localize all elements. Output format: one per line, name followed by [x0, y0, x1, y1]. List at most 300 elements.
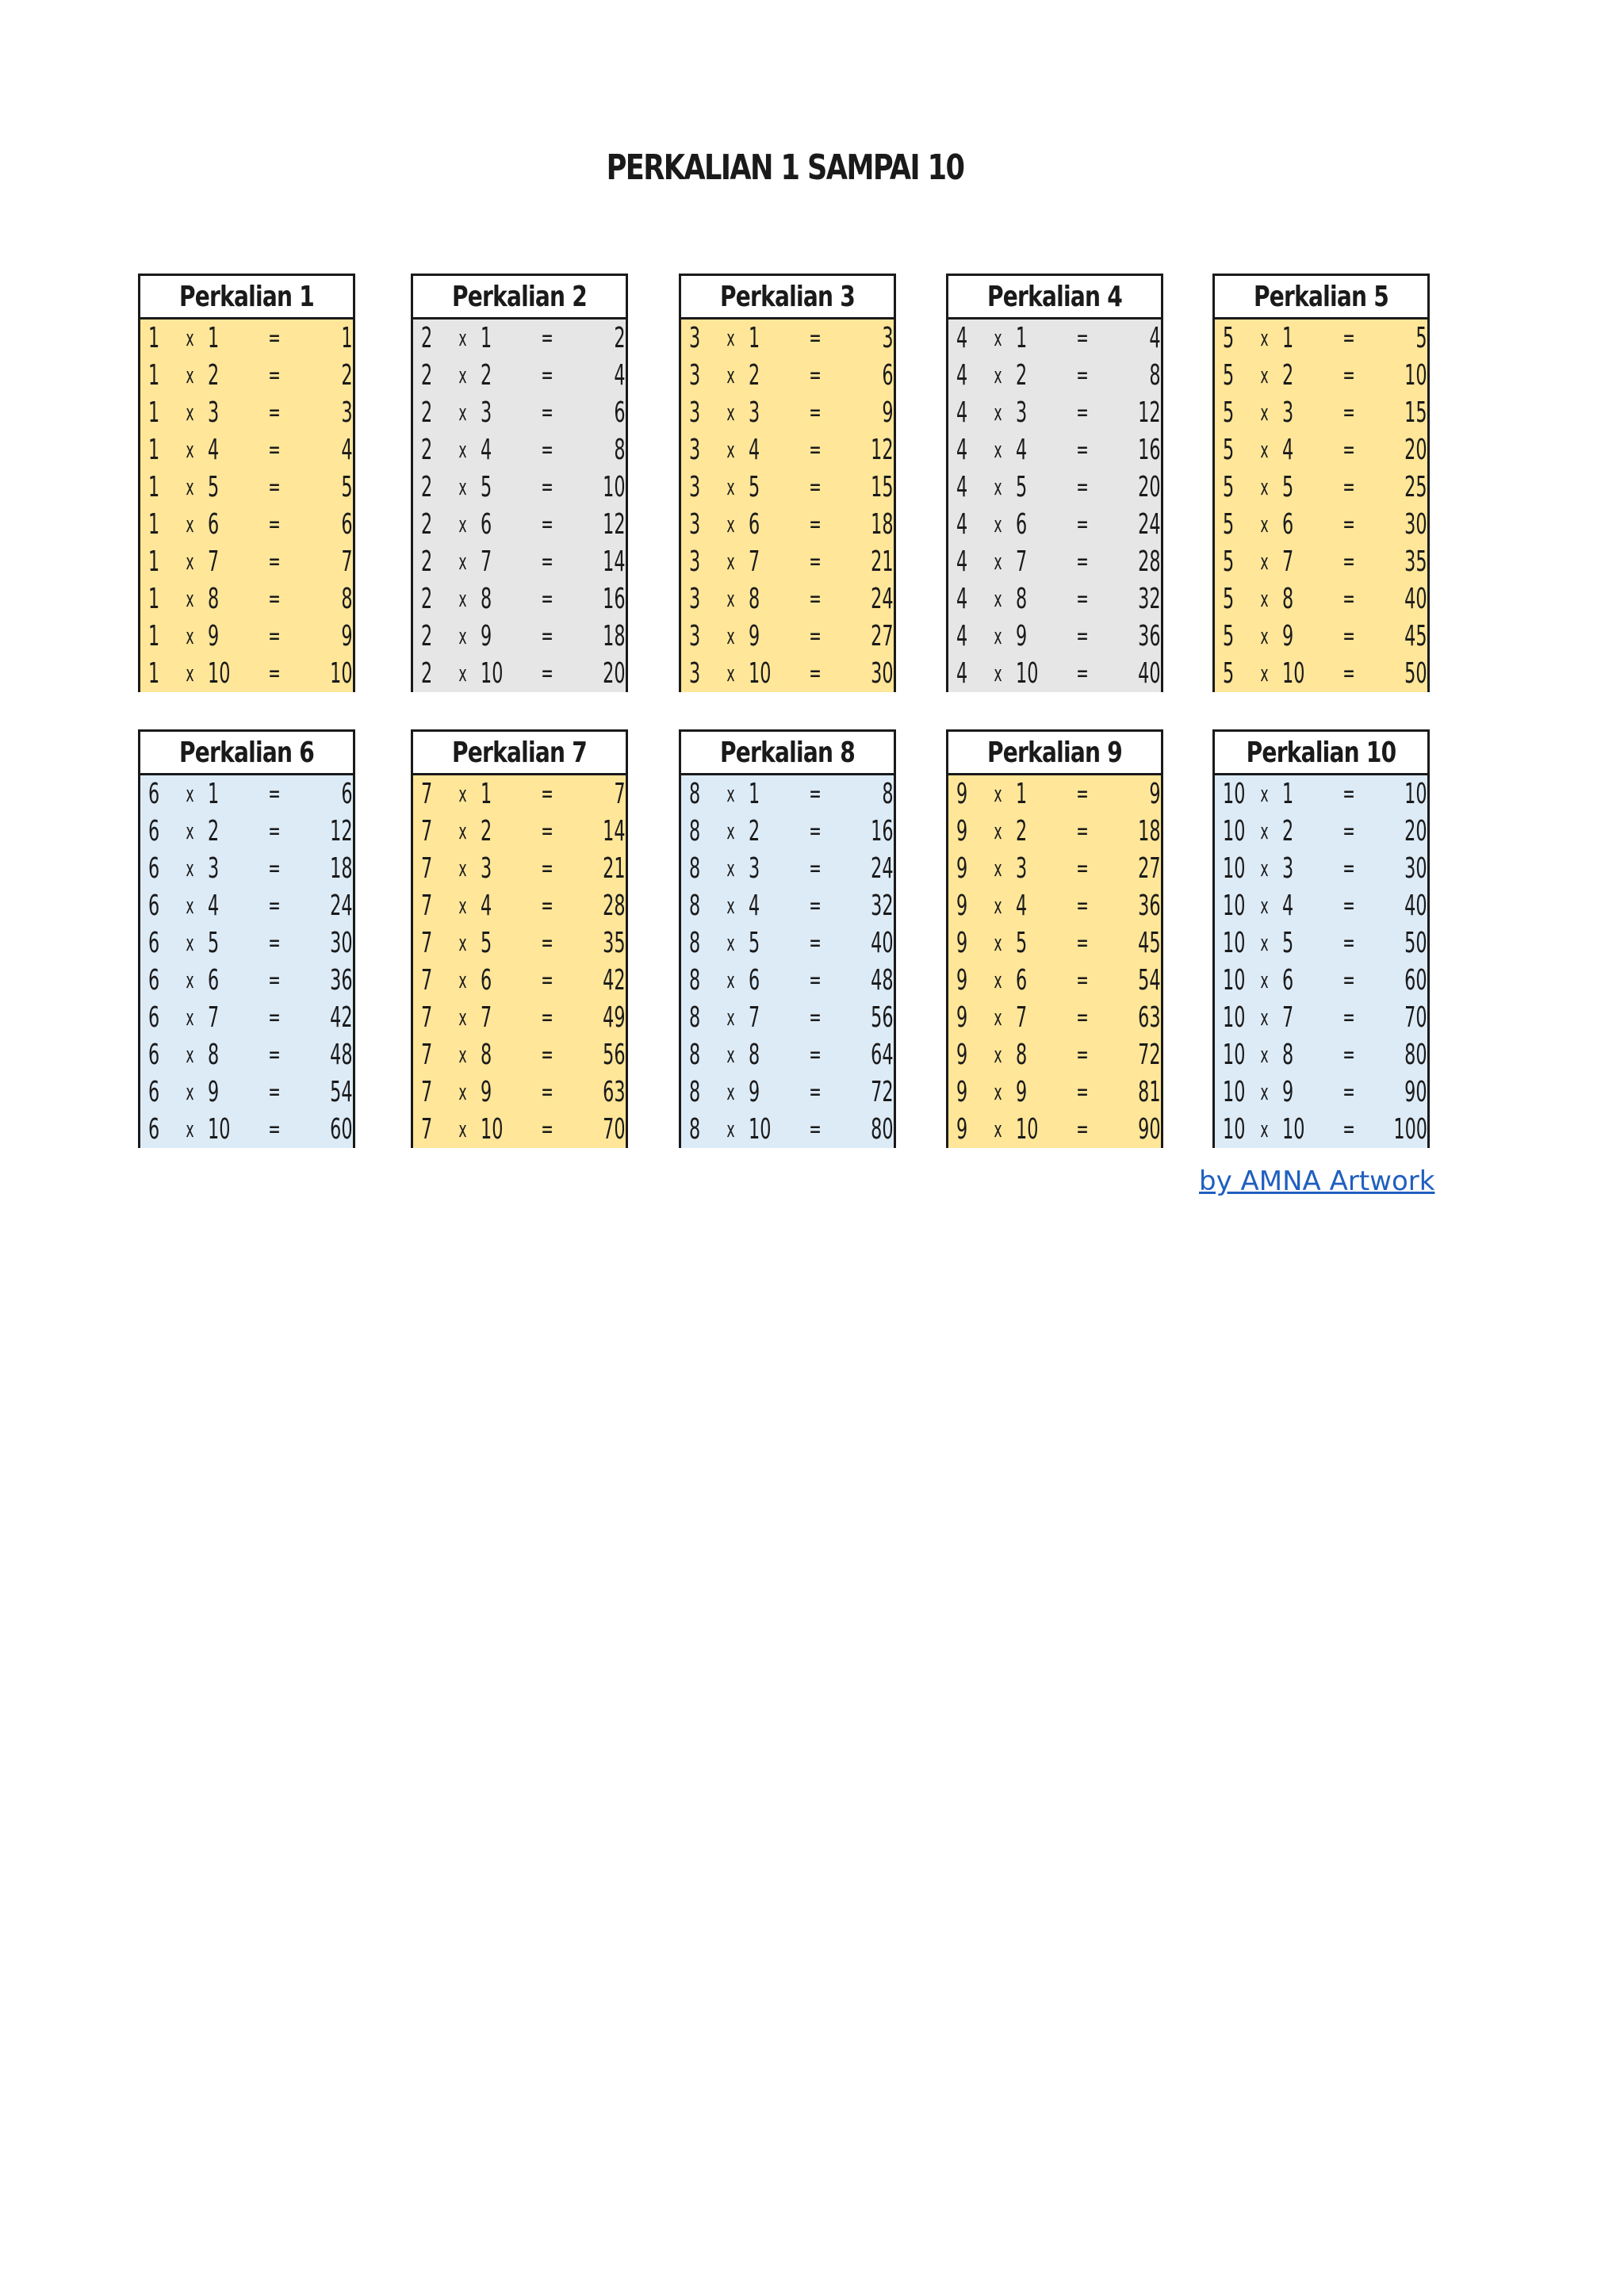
product: 35 — [1404, 545, 1427, 578]
multiplier: 7 — [1016, 545, 1028, 578]
multiplicand: 2 — [421, 657, 433, 690]
equals-sign: = — [809, 660, 822, 687]
multiplier: 3 — [208, 396, 220, 429]
product: 42 — [603, 964, 626, 997]
times-sign: x — [458, 474, 467, 500]
multiplier: 7 — [1016, 1001, 1028, 1034]
times-sign: x — [458, 586, 467, 612]
multiplicand: 10 — [1223, 815, 1246, 848]
multiplicand: 1 — [148, 545, 160, 578]
multiplication-table-2 — [411, 274, 628, 692]
multiplier: 2 — [749, 815, 760, 848]
table-title: Perkalian 1 — [178, 280, 315, 313]
equals-sign: = — [1342, 511, 1355, 538]
product: 8 — [1149, 359, 1161, 392]
table-header — [140, 732, 353, 775]
multiplier: 6 — [481, 508, 492, 541]
product: 70 — [1404, 1001, 1427, 1034]
equals-sign: = — [1076, 855, 1089, 882]
product: 7 — [341, 545, 353, 578]
times-sign: x — [458, 511, 467, 538]
product: 48 — [330, 1039, 353, 1071]
multiplier: 1 — [208, 778, 220, 810]
multiplier: 5 — [481, 927, 492, 959]
table-header — [948, 276, 1161, 320]
product: 54 — [1138, 964, 1161, 997]
multiplication-table-6 — [138, 729, 355, 1148]
multiplicand: 1 — [148, 434, 160, 466]
table-row — [681, 394, 894, 431]
table-header — [681, 276, 894, 320]
table-row — [948, 962, 1161, 999]
table-row — [413, 924, 626, 962]
table-body — [948, 775, 1161, 1148]
multiplicand: 7 — [421, 1039, 433, 1071]
equals-sign: = — [1342, 436, 1355, 464]
multiplier: 3 — [1016, 852, 1028, 885]
times-sign: x — [458, 660, 467, 687]
table-row — [413, 506, 626, 543]
equals-sign: = — [1342, 855, 1355, 882]
multiplier: 3 — [749, 852, 760, 885]
table-body — [948, 320, 1161, 692]
product: 32 — [1138, 583, 1161, 615]
multiplier: 7 — [481, 545, 492, 578]
table-row — [681, 850, 894, 887]
times-sign: x — [726, 549, 735, 575]
table-row — [681, 655, 894, 692]
equals-sign: = — [541, 780, 553, 808]
equals-sign: = — [268, 324, 281, 352]
equals-sign: = — [1342, 817, 1355, 845]
table-row — [140, 580, 353, 618]
product: 20 — [603, 657, 626, 690]
table-row — [140, 813, 353, 850]
multiplier: 3 — [481, 852, 492, 885]
product: 27 — [871, 620, 894, 652]
table-row — [140, 962, 353, 999]
table-row — [413, 394, 626, 431]
multiplier: 5 — [749, 471, 760, 503]
product: 21 — [871, 545, 894, 578]
multiplier: 2 — [1282, 815, 1294, 848]
times-sign: x — [726, 325, 735, 351]
table-row — [140, 618, 353, 655]
table-header — [948, 732, 1161, 775]
times-sign: x — [1260, 1116, 1269, 1142]
multiplicand: 10 — [1223, 927, 1246, 959]
multiplier: 6 — [208, 508, 220, 541]
product: 20 — [1138, 471, 1161, 503]
times-sign: x — [458, 855, 467, 882]
times-sign: x — [186, 781, 194, 807]
multiplicand: 5 — [1223, 508, 1235, 541]
times-sign: x — [994, 967, 1002, 993]
multiplier: 10 — [481, 1113, 504, 1146]
equals-sign: = — [268, 1078, 281, 1106]
table-row — [681, 543, 894, 580]
equals-sign: = — [268, 473, 281, 501]
multiplication-table-8 — [679, 729, 896, 1148]
table-row — [948, 543, 1161, 580]
times-sign: x — [726, 1079, 735, 1105]
times-sign: x — [1260, 623, 1269, 649]
times-sign: x — [1260, 474, 1269, 500]
multiplicand: 10 — [1223, 1001, 1246, 1034]
multiplicand: 8 — [689, 890, 701, 922]
product: 8 — [614, 434, 626, 466]
times-sign: x — [458, 325, 467, 351]
equals-sign: = — [268, 1041, 281, 1069]
multiplicand: 7 — [421, 927, 433, 959]
equals-sign: = — [541, 1004, 553, 1031]
equals-sign: = — [1076, 622, 1089, 650]
equals-sign: = — [268, 780, 281, 808]
table-row — [140, 887, 353, 924]
table-row — [1215, 1111, 1427, 1148]
times-sign: x — [726, 1004, 735, 1031]
table-row — [413, 1036, 626, 1073]
table-body — [681, 320, 894, 692]
table-row — [948, 580, 1161, 618]
times-sign: x — [726, 400, 735, 426]
multiplicand: 1 — [148, 620, 160, 652]
times-sign: x — [458, 1079, 467, 1105]
equals-sign: = — [541, 622, 553, 650]
table-row — [413, 431, 626, 469]
times-sign: x — [994, 400, 1002, 426]
product: 9 — [882, 396, 894, 429]
table-row — [413, 580, 626, 618]
times-sign: x — [1260, 660, 1269, 687]
multiplier: 7 — [749, 1001, 760, 1034]
times-sign: x — [186, 930, 194, 956]
times-sign: x — [994, 1042, 1002, 1068]
product: 45 — [1404, 620, 1427, 652]
product: 4 — [1149, 322, 1161, 354]
product: 9 — [1149, 778, 1161, 810]
table-row — [681, 999, 894, 1036]
table-row — [948, 1111, 1161, 1148]
multiplier: 8 — [481, 583, 492, 615]
equals-sign: = — [541, 436, 553, 464]
product: 49 — [603, 1001, 626, 1034]
table-row — [681, 618, 894, 655]
multiplicand: 3 — [689, 359, 701, 392]
product: 56 — [603, 1039, 626, 1071]
equals-sign: = — [809, 362, 822, 389]
table-row — [948, 1073, 1161, 1111]
multiplicand: 3 — [689, 657, 701, 690]
product: 25 — [1404, 471, 1427, 503]
multiplicand: 2 — [421, 508, 433, 541]
table-row — [681, 357, 894, 394]
times-sign: x — [458, 362, 467, 388]
multiplicand: 10 — [1223, 1039, 1246, 1071]
equals-sign: = — [268, 585, 281, 613]
multiplicand: 6 — [148, 1039, 160, 1071]
equals-sign: = — [541, 929, 553, 957]
table-row — [681, 431, 894, 469]
equals-sign: = — [809, 1041, 822, 1069]
multiplicand: 8 — [689, 778, 701, 810]
multiplicand: 9 — [956, 927, 968, 959]
table-row — [948, 999, 1161, 1036]
credit-link[interactable]: by AMNA Artwork — [1199, 1165, 1435, 1197]
times-sign: x — [994, 362, 1002, 388]
multiplier: 2 — [749, 359, 760, 392]
equals-sign: = — [1076, 1078, 1089, 1106]
product: 24 — [871, 852, 894, 885]
multiplicand: 6 — [148, 927, 160, 959]
multiplier: 9 — [749, 620, 760, 652]
table-row — [948, 431, 1161, 469]
multiplicand: 6 — [148, 1076, 160, 1108]
multiplicand: 1 — [148, 657, 160, 690]
multiplier: 4 — [1282, 890, 1294, 922]
multiplier: 1 — [749, 322, 760, 354]
equals-sign: = — [268, 362, 281, 389]
product: 56 — [871, 1001, 894, 1034]
product: 16 — [1138, 434, 1161, 466]
multiplicand: 10 — [1223, 890, 1246, 922]
equals-sign: = — [1076, 473, 1089, 501]
equals-sign: = — [1076, 511, 1089, 538]
equals-sign: = — [1342, 399, 1355, 427]
multiplier: 4 — [481, 434, 492, 466]
multiplier: 5 — [1016, 927, 1028, 959]
multiplier: 2 — [481, 359, 492, 392]
multiplier: 5 — [208, 927, 220, 959]
multiplicand: 8 — [689, 852, 701, 885]
product: 36 — [330, 964, 353, 997]
table-row — [413, 850, 626, 887]
multiplier: 7 — [208, 1001, 220, 1034]
table-row — [140, 850, 353, 887]
times-sign: x — [458, 967, 467, 993]
multiplicand: 10 — [1223, 1076, 1246, 1108]
multiplicand: 9 — [956, 778, 968, 810]
product: 32 — [871, 890, 894, 922]
multiplicand: 4 — [956, 434, 968, 466]
multiplier: 4 — [749, 890, 760, 922]
equals-sign: = — [1342, 622, 1355, 650]
table-title: Perkalian 10 — [1246, 736, 1396, 769]
table-row — [140, 775, 353, 813]
multiplication-table-9 — [946, 729, 1163, 1148]
times-sign: x — [186, 586, 194, 612]
table-row — [1215, 469, 1427, 506]
multiplier: 1 — [1016, 322, 1028, 354]
product: 28 — [603, 890, 626, 922]
multiplicand: 7 — [421, 1001, 433, 1034]
table-row — [681, 924, 894, 962]
equals-sign: = — [1076, 892, 1089, 920]
table-body — [140, 775, 353, 1148]
product: 2 — [341, 359, 353, 392]
multiplicand: 8 — [689, 1001, 701, 1034]
times-sign: x — [994, 893, 1002, 919]
equals-sign: = — [809, 585, 822, 613]
times-sign: x — [1260, 1079, 1269, 1105]
multiplier: 4 — [1016, 890, 1028, 922]
product: 3 — [341, 396, 353, 429]
times-sign: x — [994, 930, 1002, 956]
product: 18 — [1138, 815, 1161, 848]
multiplicand: 6 — [148, 815, 160, 848]
table-row — [413, 543, 626, 580]
times-sign: x — [994, 437, 1002, 463]
multiplier: 9 — [481, 620, 492, 652]
equals-sign: = — [809, 1004, 822, 1031]
multiplicand: 9 — [956, 1039, 968, 1071]
times-sign: x — [726, 893, 735, 919]
product: 60 — [330, 1113, 353, 1146]
table-row — [681, 580, 894, 618]
equals-sign: = — [809, 929, 822, 957]
product: 5 — [1415, 322, 1427, 354]
multiplicand: 6 — [148, 890, 160, 922]
multiplicand: 6 — [148, 852, 160, 885]
multiplier: 2 — [1016, 359, 1028, 392]
times-sign: x — [994, 1116, 1002, 1142]
times-sign: x — [186, 549, 194, 575]
table-header — [1215, 276, 1427, 320]
product: 9 — [341, 620, 353, 652]
times-sign: x — [994, 474, 1002, 500]
times-sign: x — [1260, 549, 1269, 575]
multiplier: 1 — [208, 322, 220, 354]
equals-sign: = — [541, 660, 553, 687]
product: 27 — [1138, 852, 1161, 885]
product: 63 — [603, 1076, 626, 1108]
product: 50 — [1404, 657, 1427, 690]
times-sign: x — [458, 623, 467, 649]
table-body — [140, 320, 353, 692]
product: 63 — [1138, 1001, 1161, 1034]
times-sign: x — [186, 893, 194, 919]
equals-sign: = — [268, 660, 281, 687]
product: 18 — [330, 852, 353, 885]
product: 72 — [871, 1076, 894, 1108]
multiplier: 3 — [1282, 852, 1294, 885]
product: 8 — [341, 583, 353, 615]
table-row — [413, 469, 626, 506]
equals-sign: = — [1342, 892, 1355, 920]
table-row — [681, 1036, 894, 1073]
table-row — [140, 1073, 353, 1111]
product: 24 — [871, 583, 894, 615]
times-sign: x — [994, 1004, 1002, 1031]
multiplication-table-1 — [138, 274, 355, 692]
product: 36 — [1138, 620, 1161, 652]
equals-sign: = — [541, 362, 553, 389]
table-row — [413, 618, 626, 655]
table-row — [1215, 543, 1427, 580]
table-body — [413, 320, 626, 692]
multiplier: 10 — [1282, 657, 1305, 690]
multiplier: 6 — [481, 964, 492, 997]
multiplier: 2 — [208, 815, 220, 848]
multiplicand: 9 — [956, 1001, 968, 1034]
table-row — [140, 431, 353, 469]
equals-sign: = — [1342, 324, 1355, 352]
table-body — [1215, 775, 1427, 1148]
product: 60 — [1404, 964, 1427, 997]
multiplier: 4 — [208, 434, 220, 466]
times-sign: x — [726, 623, 735, 649]
times-sign: x — [994, 1079, 1002, 1105]
times-sign: x — [458, 930, 467, 956]
times-sign: x — [1260, 930, 1269, 956]
multiplier: 1 — [1282, 322, 1294, 354]
multiplicand: 3 — [689, 396, 701, 429]
multiplier: 1 — [1282, 778, 1294, 810]
product: 35 — [603, 927, 626, 959]
equals-sign: = — [1342, 929, 1355, 957]
multiplier: 6 — [1016, 964, 1028, 997]
multiplicand: 10 — [1223, 778, 1246, 810]
times-sign: x — [458, 781, 467, 807]
table-row — [948, 775, 1161, 813]
times-sign: x — [726, 818, 735, 844]
equals-sign: = — [809, 892, 822, 920]
multiplier: 9 — [481, 1076, 492, 1108]
table-title: Perkalian 4 — [986, 280, 1123, 313]
times-sign: x — [186, 474, 194, 500]
multiplicand: 2 — [421, 359, 433, 392]
equals-sign: = — [268, 1115, 281, 1143]
table-title: Perkalian 3 — [719, 280, 856, 313]
product: 30 — [1404, 508, 1427, 541]
times-sign: x — [726, 781, 735, 807]
product: 30 — [871, 657, 894, 690]
times-sign: x — [186, 437, 194, 463]
equals-sign: = — [541, 473, 553, 501]
times-sign: x — [1260, 586, 1269, 612]
table-row — [413, 887, 626, 924]
multiplicand: 4 — [956, 508, 968, 541]
table-row — [681, 1111, 894, 1148]
times-sign: x — [458, 1116, 467, 1142]
product: 16 — [603, 583, 626, 615]
multiplicand: 9 — [956, 852, 968, 885]
multiplicand: 3 — [689, 583, 701, 615]
multiplicand: 9 — [956, 890, 968, 922]
equals-sign: = — [541, 511, 553, 538]
table-row — [413, 1111, 626, 1148]
times-sign: x — [1260, 1004, 1269, 1031]
times-sign: x — [994, 623, 1002, 649]
multiplier: 7 — [481, 1001, 492, 1034]
product: 50 — [1404, 927, 1427, 959]
product: 24 — [1138, 508, 1161, 541]
product: 12 — [330, 815, 353, 848]
product: 80 — [871, 1113, 894, 1146]
multiplier: 10 — [481, 657, 504, 690]
product: 54 — [330, 1076, 353, 1108]
equals-sign: = — [541, 1041, 553, 1069]
table-header — [681, 732, 894, 775]
table-row — [948, 850, 1161, 887]
product: 42 — [330, 1001, 353, 1034]
product: 1 — [341, 322, 353, 354]
multiplier: 7 — [749, 545, 760, 578]
multiplicand: 5 — [1223, 545, 1235, 578]
product: 7 — [614, 778, 626, 810]
multiplier: 2 — [1282, 359, 1294, 392]
multiplicand: 4 — [956, 322, 968, 354]
